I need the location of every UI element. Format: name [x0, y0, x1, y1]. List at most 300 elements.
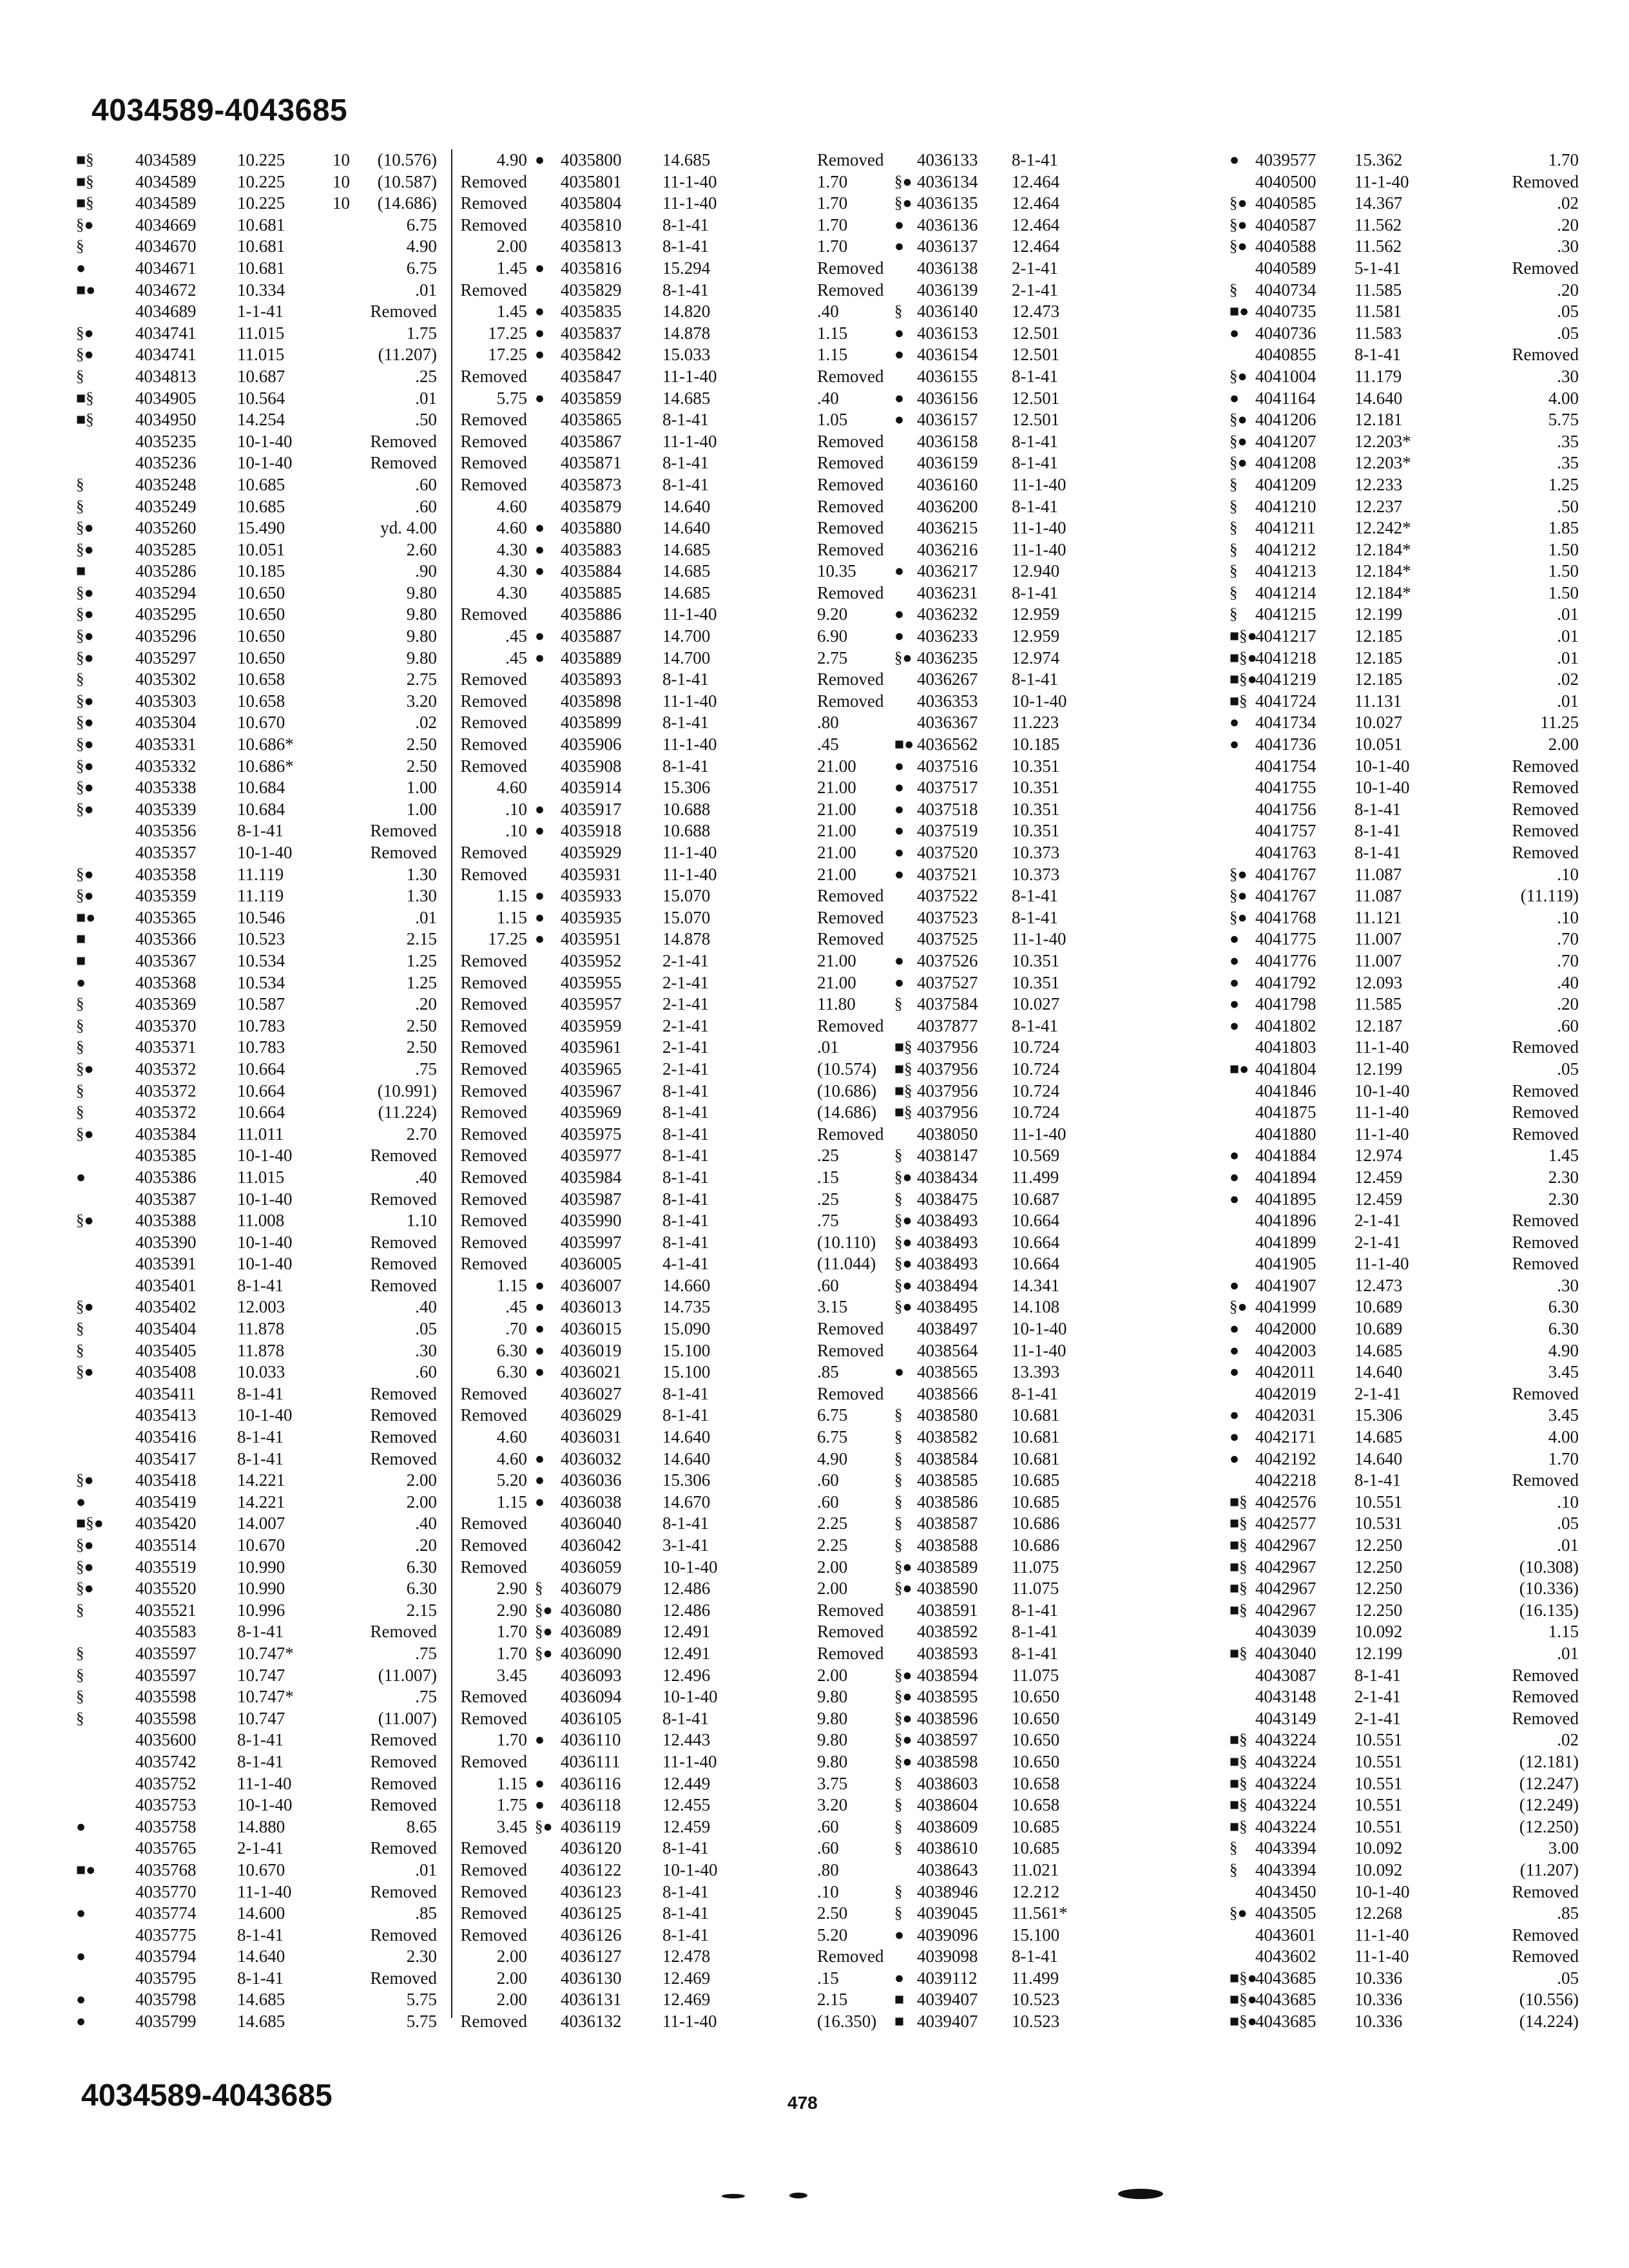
status-symbols: ● — [894, 1969, 905, 1987]
fee-value: 1.10 — [406, 1211, 437, 1231]
listing-row — [458, 648, 805, 669]
fee-value: Removed — [370, 1146, 437, 1166]
patent-number: 4036111 — [561, 1751, 621, 1771]
fee-value: Removed — [460, 1751, 527, 1771]
rate-or-date: 10.658 — [1012, 1773, 1060, 1793]
patent-number: 4035332 — [135, 756, 197, 776]
rate-or-date: 10.783 — [237, 1015, 285, 1035]
rate-or-date: 12.459 — [1354, 1167, 1403, 1187]
fee-value: Removed — [817, 474, 884, 494]
status-symbols: § — [76, 671, 84, 689]
listing-row — [76, 756, 437, 778]
listing-row — [76, 1296, 437, 1318]
listing-row — [458, 1492, 805, 1514]
patent-number: 4035987 — [561, 1189, 622, 1209]
rate-or-date: 10.687 — [1012, 1189, 1060, 1209]
rate-or-date: 10-1-40 — [237, 1795, 293, 1815]
patent-number: 4037584 — [917, 994, 978, 1014]
listing-row — [1179, 517, 1579, 539]
fee-value: 2.30 — [1548, 1167, 1579, 1187]
fee-value: .02 — [1557, 1730, 1579, 1750]
listing-row — [76, 691, 437, 713]
patent-number: 4036562 — [917, 735, 978, 754]
listing-row — [76, 1253, 437, 1275]
fee-value: 2.00 — [1548, 735, 1579, 754]
listing-row — [458, 1946, 805, 1968]
patent-number: 4043224 — [1255, 1773, 1316, 1793]
fee-value: Removed — [460, 1015, 527, 1035]
fee-value: .05 — [1557, 1514, 1579, 1533]
fee-value: Removed — [817, 453, 884, 473]
fee-value: 1.25 — [406, 950, 437, 970]
patent-number: 4041757 — [1255, 821, 1316, 841]
patent-number: 4035236 — [135, 453, 197, 473]
rate-or-date: 10.685 — [1012, 1492, 1060, 1512]
fee-value: 4.60 — [496, 496, 527, 516]
listing-row — [817, 626, 1178, 648]
patent-number: 4035358 — [135, 864, 197, 884]
fee-value: Removed — [370, 1254, 437, 1274]
status-symbols: §● — [535, 1644, 553, 1662]
listing-row — [76, 1210, 437, 1232]
patent-number: 4038580 — [917, 1405, 978, 1425]
fee-value: 4.60 — [496, 778, 527, 798]
fee-value: 1.15 — [496, 907, 527, 927]
fee-value: .40 — [415, 1167, 437, 1187]
rate-or-date: 14.640 — [1354, 388, 1403, 408]
patent-number: 4043149 — [1255, 1708, 1316, 1728]
patent-number: 4042031 — [1255, 1405, 1316, 1425]
patent-number: 4035597 — [135, 1643, 197, 1663]
patent-number: 4035768 — [135, 1860, 197, 1879]
rate-or-date: 10-1-40 — [1354, 1081, 1410, 1100]
fee-value: .50 — [415, 410, 437, 430]
listing-row — [76, 366, 437, 388]
patent-number: 4036031 — [561, 1427, 622, 1447]
patent-number: 4036089 — [561, 1622, 622, 1642]
status-symbols: ■§ — [1229, 1558, 1248, 1576]
fee-value: Removed — [370, 1275, 437, 1295]
patent-number: 4043450 — [1255, 1881, 1316, 1901]
rate-or-date: 10.684 — [237, 778, 285, 798]
fee-value: 2.25 — [817, 1535, 848, 1555]
status-symbols: § — [76, 1601, 84, 1619]
patent-number: 4036110 — [561, 1730, 621, 1750]
rate-or-date: 11.015 — [237, 1167, 285, 1187]
listing-row — [1179, 1037, 1579, 1059]
status-symbols: ● — [535, 324, 545, 342]
rate-or-date: 10.686* — [237, 756, 294, 776]
listing-row — [458, 1405, 805, 1427]
patent-number: 4037516 — [917, 756, 978, 776]
listing-row — [817, 1059, 1178, 1081]
rate-or-date: 12.478 — [662, 1946, 711, 1966]
rate-or-date: 12.203* — [1354, 431, 1411, 451]
status-symbols: ■§ — [1229, 1731, 1248, 1749]
listing-row — [76, 864, 437, 886]
listing-row — [76, 1968, 437, 1990]
patent-number: 4036015 — [561, 1319, 622, 1339]
rate-or-date: 11-1-40 — [1012, 1340, 1066, 1360]
fee-value: 2.00 — [496, 236, 527, 256]
patent-number: 4043601 — [1255, 1925, 1316, 1945]
status-symbols: ● — [535, 519, 545, 537]
fee-value: Removed — [370, 1189, 437, 1209]
fee-value: .02 — [1557, 193, 1579, 213]
fee-value: 21.00 — [817, 756, 856, 776]
rate-or-date: 8-1-41 — [1354, 799, 1401, 819]
fee-value: Removed — [370, 1232, 437, 1252]
listing-row — [817, 1881, 1178, 1903]
status-symbols: ■§ — [894, 1104, 912, 1122]
status-symbols: §● — [76, 519, 94, 537]
status-symbols: ● — [894, 562, 905, 581]
fee-value: Removed — [460, 366, 527, 386]
listing-row — [1179, 648, 1579, 669]
listing-row — [76, 388, 437, 410]
listing-row — [817, 648, 1178, 669]
listing-row — [1179, 1535, 1579, 1557]
fee-value: 21.00 — [817, 972, 856, 992]
status-symbols: §● — [76, 1060, 94, 1078]
fee-value: (11.007) — [378, 1708, 437, 1728]
rate-or-date: 10.685 — [1012, 1816, 1060, 1836]
status-symbols: ● — [894, 411, 905, 429]
fee-value: Removed — [370, 1448, 437, 1468]
fee-value: .01 — [1557, 626, 1579, 646]
patent-number: 4035885 — [561, 582, 622, 602]
patent-number: 4038597 — [917, 1730, 978, 1750]
status-symbols: § — [894, 1905, 903, 1923]
rate-or-date: 12.974 — [1012, 648, 1060, 668]
patent-number: 4043602 — [1255, 1946, 1316, 1966]
rate-or-date: 8-1-41 — [237, 1427, 284, 1447]
status-symbols: § — [76, 1082, 84, 1100]
status-symbols: ■§ — [894, 1060, 912, 1078]
status-symbols: §● — [76, 887, 94, 905]
listing-row — [1179, 626, 1579, 648]
listing-row — [1179, 1383, 1579, 1405]
fee-value: 21.00 — [817, 864, 856, 884]
status-symbols: ● — [535, 1320, 545, 1338]
status-symbols: §● — [1229, 1905, 1248, 1923]
patent-number: 4036120 — [561, 1838, 622, 1858]
patent-number: 4042967 — [1255, 1600, 1316, 1620]
patent-number: 4036133 — [917, 150, 978, 169]
fee-value: (14.686) — [817, 1102, 877, 1122]
patent-number: 4035914 — [561, 778, 622, 798]
rate-or-date: 8-1-41 — [237, 821, 284, 841]
listing-row — [1179, 1427, 1579, 1448]
patent-number: 4036013 — [561, 1297, 622, 1317]
status-symbols: ■§ — [76, 195, 94, 213]
patent-number: 4034672 — [135, 280, 197, 300]
fee-value: .50 — [1557, 496, 1579, 516]
listing-row — [817, 756, 1178, 778]
rate-or-date: 12.455 — [662, 1795, 711, 1815]
status-symbols: §● — [1229, 216, 1248, 234]
rate-or-date: 11-1-40 — [1012, 474, 1066, 494]
fee-value: .10 — [505, 821, 527, 841]
fee-value: Removed — [1512, 756, 1579, 776]
rate-or-date: 8-1-41 — [662, 1167, 709, 1187]
listing-row — [817, 344, 1178, 366]
listing-row — [76, 258, 437, 280]
patent-number: 4041211 — [1255, 518, 1316, 538]
patent-number: 4035867 — [561, 431, 622, 451]
listing-column-2 — [458, 149, 805, 2033]
listing-row — [76, 193, 437, 215]
listing-row — [1179, 344, 1579, 366]
status-symbols: ● — [535, 1493, 545, 1511]
listing-column-4 — [1179, 149, 1579, 2033]
rate-or-date: 11.008 — [237, 1211, 285, 1231]
patent-number: 4034741 — [135, 345, 197, 365]
fee-value: Removed — [817, 1319, 884, 1339]
status-symbols: §● — [76, 1558, 94, 1576]
status-symbols: §● — [76, 1363, 94, 1381]
fee-value: 1.30 — [406, 864, 437, 884]
listing-row — [1179, 1318, 1579, 1340]
patent-number: 4034813 — [135, 366, 197, 386]
listing-row — [1179, 1665, 1579, 1687]
rate-or-date: 8-1-41 — [662, 1514, 709, 1533]
patent-number: 4041895 — [1255, 1189, 1316, 1209]
rate-or-date: 15.070 — [662, 886, 711, 906]
rate-or-date: 8-1-41 — [662, 1383, 709, 1403]
rate-or-date: 10.724 — [1012, 1081, 1060, 1100]
status-symbols: ● — [1229, 1450, 1240, 1468]
listing-row — [1179, 1405, 1579, 1427]
patent-number: 4037518 — [917, 799, 978, 819]
status-symbols: §● — [76, 714, 94, 732]
listing-row — [76, 1340, 437, 1362]
status-symbols: ● — [535, 930, 545, 948]
rate-or-date: 8-1-41 — [1012, 366, 1058, 386]
rate-or-date: 8-1-41 — [662, 713, 709, 733]
rate-or-date: 12.199 — [1354, 1643, 1403, 1663]
listing-row — [76, 1167, 437, 1189]
listing-row — [817, 1448, 1178, 1470]
rate-or-date: 12.199 — [1354, 1059, 1403, 1079]
status-symbols: ● — [76, 1168, 86, 1186]
rate-or-date: 8-1-41 — [1012, 1600, 1058, 1620]
patent-number: 4042967 — [1255, 1557, 1316, 1577]
listing-row — [76, 409, 437, 431]
listing-row — [458, 756, 805, 778]
patent-number: 4037527 — [917, 972, 978, 992]
patent-number: 4037877 — [917, 1015, 978, 1035]
patent-number: 4035801 — [561, 171, 622, 191]
rate-or-date: 8-1-41 — [1012, 150, 1058, 169]
rate-or-date: 11-1-40 — [662, 843, 717, 862]
status-symbols: §● — [76, 216, 94, 234]
rate-or-date: 3-1-41 — [662, 1535, 709, 1555]
fee-value: Removed — [1512, 1102, 1579, 1122]
listing-row — [1179, 1621, 1579, 1643]
status-symbols: ● — [535, 1774, 545, 1792]
listing-row — [1179, 1189, 1579, 1211]
rate-or-date: 11.075 — [1012, 1579, 1059, 1599]
patent-number: 4035235 — [135, 431, 197, 451]
fee-value: 3.45 — [496, 1816, 527, 1836]
patent-number: 4035294 — [135, 582, 197, 602]
rate-or-date: 11.878 — [237, 1319, 285, 1339]
patent-number: 4041209 — [1255, 474, 1316, 494]
fee-value: Removed — [460, 1211, 527, 1231]
patent-number: 4038493 — [917, 1254, 978, 1274]
listing-row — [76, 1448, 437, 1470]
rate-or-date: 12.464 — [1012, 193, 1060, 213]
fee-value: .75 — [817, 1211, 839, 1231]
status-symbols: § — [1229, 1840, 1238, 1858]
listing-row — [76, 842, 437, 864]
fee-value: 2.15 — [817, 1990, 848, 2010]
status-symbols: §● — [1229, 367, 1248, 385]
patent-number: 4035884 — [561, 561, 622, 581]
fee-value: (12.250) — [1519, 1816, 1579, 1836]
fee-value: .30 — [1557, 236, 1579, 256]
fee-value: Removed — [1512, 821, 1579, 841]
listing-row — [817, 1102, 1178, 1124]
status-symbols: ● — [1229, 1147, 1240, 1165]
patent-number: 4043224 — [1255, 1730, 1316, 1750]
patent-number: 4036122 — [561, 1860, 622, 1879]
listing-row — [458, 539, 805, 561]
patent-number: 4041004 — [1255, 366, 1316, 386]
listing-row — [817, 1968, 1178, 1990]
listing-row — [817, 149, 1178, 171]
listing-row — [458, 409, 805, 431]
rate-or-date: 10.685 — [237, 474, 285, 494]
rate-or-date: 8-1-41 — [1012, 886, 1058, 906]
rate-or-date: 10.670 — [237, 1860, 285, 1879]
listing-row — [458, 1124, 805, 1146]
status-symbols: ● — [894, 865, 905, 883]
rate-or-date: 12.486 — [662, 1600, 711, 1620]
patent-number: 4041804 — [1255, 1059, 1316, 1079]
patent-number: 4035371 — [135, 1037, 197, 1057]
rate-or-date: 12.501 — [1012, 323, 1060, 343]
rate-or-date: 8-1-41 — [237, 1730, 284, 1750]
patent-number: 4035285 — [135, 539, 197, 559]
fee-value: Removed — [460, 1838, 527, 1858]
fee-value: 1.75 — [496, 1795, 527, 1815]
status-symbols: § — [76, 1017, 84, 1035]
status-symbols: ■§● — [1229, 628, 1257, 646]
listing-row — [458, 236, 805, 258]
patent-number: 4043087 — [1255, 1665, 1316, 1685]
rate-or-date: 11.878 — [237, 1340, 285, 1360]
rate-or-date: 8-1-41 — [662, 1081, 709, 1100]
patent-number: 4036090 — [561, 1643, 622, 1663]
listing-row — [817, 1470, 1178, 1492]
fee-value: 6.30 — [1548, 1297, 1579, 1317]
listing-row — [817, 1210, 1178, 1232]
patent-number: 4035800 — [561, 150, 622, 169]
listing-row — [76, 431, 437, 453]
fee-value: Removed — [1512, 843, 1579, 862]
patent-number: 4038609 — [917, 1816, 978, 1836]
listing-row — [817, 215, 1178, 236]
status-symbols: ■§ — [1229, 1753, 1248, 1771]
fee-value: 3.20 — [817, 1795, 848, 1815]
rate-or-date: 14.007 — [237, 1514, 285, 1533]
rate-or-date: 12.449 — [662, 1773, 711, 1793]
rate-or-date: 10.336 — [1354, 1990, 1403, 2010]
patent-number: 4040589 — [1255, 258, 1316, 278]
rate-or-date: 10.551 — [1354, 1751, 1403, 1771]
patent-number: 4041803 — [1255, 1037, 1316, 1057]
patent-number: 4035401 — [135, 1275, 197, 1295]
rate-or-date: 10.658 — [237, 669, 285, 689]
listing-row — [1179, 1296, 1579, 1318]
patent-number: 4035775 — [135, 1925, 197, 1945]
patent-number: 4036027 — [561, 1383, 622, 1403]
fee-value: Removed — [460, 950, 527, 970]
patent-number: 4035598 — [135, 1687, 197, 1707]
patent-number: 4036040 — [561, 1514, 622, 1533]
listing-row — [458, 1621, 805, 1643]
fee-value: Removed — [370, 453, 437, 473]
patent-number: 4041767 — [1255, 886, 1316, 906]
patent-number: 4035419 — [135, 1492, 197, 1512]
listing-row — [76, 1059, 437, 1081]
patent-number: 4041763 — [1255, 843, 1316, 862]
patent-number: 4038050 — [917, 1124, 978, 1144]
patent-number: 4034670 — [135, 236, 197, 256]
fee-value: 5.20 — [496, 1470, 527, 1490]
status-symbols: §● — [76, 346, 94, 364]
rate-or-date: 11-1-40 — [1354, 171, 1409, 191]
page-range-footer: 4034589-4043685 — [81, 2079, 333, 2113]
fee-value: 1.05 — [817, 410, 848, 430]
status-symbols: § — [1229, 541, 1238, 559]
patent-number: 4038434 — [917, 1167, 978, 1187]
status-symbols: §● — [76, 649, 94, 667]
patent-number: 4036217 — [917, 561, 978, 581]
patent-number: 4035514 — [135, 1535, 197, 1555]
fee-value: Removed — [817, 431, 884, 451]
status-symbols: ● — [1229, 974, 1240, 992]
status-symbols: ● — [535, 649, 545, 667]
rate-or-date: 10-1-40 — [237, 1189, 293, 1209]
fee-value: Removed — [460, 604, 527, 624]
rate-or-date: 10.990 — [237, 1557, 285, 1577]
rate-or-date: 10.650 — [1012, 1687, 1060, 1707]
fee-value: Removed — [460, 1081, 527, 1100]
patent-number: 4038590 — [917, 1579, 978, 1599]
patent-number: 4039577 — [1255, 150, 1316, 169]
listing-row — [458, 1340, 805, 1362]
patent-number: 4038594 — [917, 1665, 978, 1685]
patent-number: 4037519 — [917, 821, 978, 841]
listing-row — [76, 1361, 437, 1383]
status-symbols: ● — [894, 238, 905, 256]
fee-value: Removed — [1512, 1470, 1579, 1490]
fee-value: .60 — [415, 474, 437, 494]
listing-row — [76, 1470, 437, 1492]
patent-number: 4035404 — [135, 1319, 197, 1339]
fee-value: .40 — [817, 302, 839, 322]
rate-or-date: 11.119 — [237, 864, 284, 884]
patent-number: 4036131 — [561, 1990, 622, 2010]
listing-row — [817, 669, 1178, 691]
status-symbols: §● — [894, 1168, 912, 1186]
patent-number: 4035990 — [561, 1211, 622, 1231]
listing-row — [458, 1816, 805, 1838]
listing-row — [458, 280, 805, 302]
